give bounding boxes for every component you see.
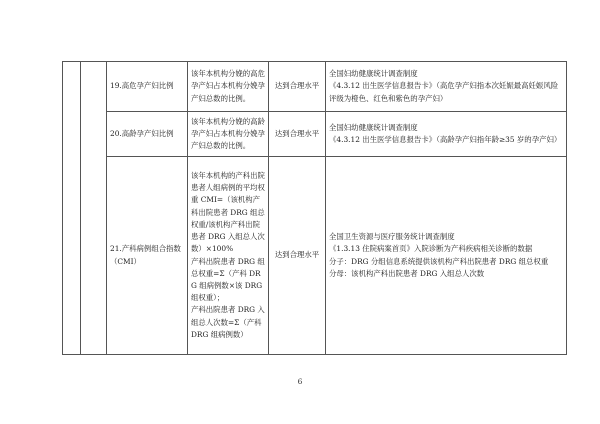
indicator-standard: 达到合理水平 xyxy=(269,62,326,112)
source-line: 《1.3.13 住院病案首页》入院诊断为产科疾病相关诊断的数据 xyxy=(329,244,533,254)
indicator-source xyxy=(326,62,567,112)
table-row xyxy=(63,62,567,112)
indicator-name: 19.高危孕产妇比例 xyxy=(107,62,188,112)
table-row xyxy=(63,112,567,157)
indicator-standard: 达到合理水平 xyxy=(269,157,326,355)
source-line: 《4.3.12 出生医学信息报告卡》（高龄孕产妇指年龄≥35 岁的孕产妇） xyxy=(329,135,562,144)
source-line: 全国卫生资源与医疗服务统计调查制度 xyxy=(329,232,455,242)
indicator-definition xyxy=(188,157,269,355)
indicator-definition: 该年本机构分娩的高龄孕产妇占本机构分娩孕产妇总数的比例。 xyxy=(188,112,269,157)
definition-text: 产科出院患者 DRG 入组总人次数=Σ（产科 DRG 组病例数） xyxy=(191,305,265,339)
indicator-standard: 达到合理水平 xyxy=(269,112,326,157)
category-cell xyxy=(63,62,81,355)
indicator-name: 20.高龄孕产妇比例 xyxy=(107,112,188,157)
indicator-definition: 该年本机构分娩的高危孕产妇占本机构分娩孕产妇总数的比例。 xyxy=(188,62,269,112)
source-line: 分母：该机构产科出院患者 DRG 入组总人次数 xyxy=(329,268,485,278)
source-line: 《4.3.12 出生医学信息报告卡》（高危孕产妇指本次妊娠最高妊娠风险评级为橙色、红色和紫色的孕产妇） xyxy=(329,81,559,103)
indicator-source xyxy=(326,157,567,355)
definition-text: 产科出院患者 DRG 组总权重=Σ（产科 DRG 组病例数×该 DRG 组权重）； xyxy=(191,256,265,303)
indicator-source xyxy=(326,112,567,157)
indicator-table xyxy=(62,61,567,355)
source-line: 分子：DRG 分组信息系统提供该机构产科出院患者 DRG 组总权重 xyxy=(329,256,549,266)
table-row xyxy=(63,157,567,355)
source-line: 全国妇幼健康统计调查制度 xyxy=(329,122,418,132)
indicator-name: 21.产科病例组合指数（CMI） xyxy=(107,157,188,355)
source-line: 全国妇幼健康统计调查制度 xyxy=(329,69,418,79)
page-number: 6 xyxy=(297,377,303,386)
subcategory-cell xyxy=(81,62,107,355)
definition-text: 该年本机构的产科出院患者人组病例的平均权重 CMI=（该机构产科出院患者 DRG 组总权重/该机构产科出院患者 DRG 入组总人次数）×100% xyxy=(191,171,265,254)
